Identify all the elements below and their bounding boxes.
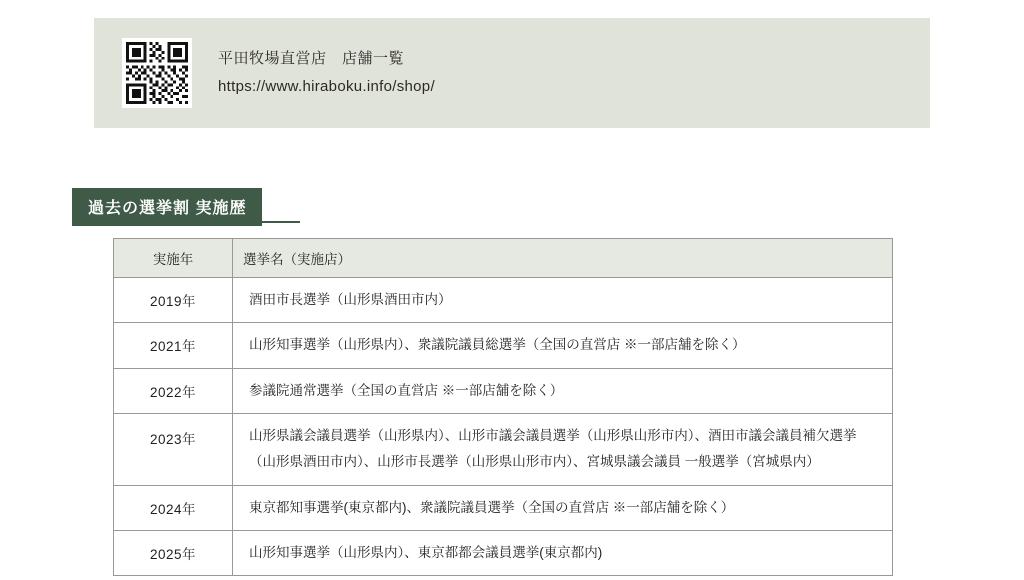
qr-banner-text	[218, 45, 435, 101]
cell-year: 2021年	[114, 323, 233, 368]
table-row	[114, 323, 893, 368]
shop-list-title: 平田牧場直営店 店舗一覧	[218, 50, 405, 68]
elections-table-wrap	[113, 238, 893, 576]
table-row	[114, 413, 893, 485]
cell-election-name: 参議院通常選挙（全国の直営店 ※一部店舗を除く）	[233, 368, 893, 413]
table-row	[114, 485, 893, 530]
table-header-row	[114, 239, 893, 278]
cell-election-name: 山形知事選挙（山形県内）、東京都都会議員選挙(東京都内)	[233, 530, 893, 575]
cell-election-name: 山形知事選挙（山形県内）、衆議院議員総選挙（全国の直営店 ※一部店舗を除く）	[233, 323, 893, 368]
cell-election-name: 酒田市長選挙（山形県酒田市内）	[233, 278, 893, 323]
cell-election-name: 東京都知事選挙(東京都内)、衆議院議員選挙（全国の直営店 ※一部店舗を除く）	[233, 485, 893, 530]
qr-banner	[94, 18, 930, 128]
section-heading-underline	[72, 221, 300, 223]
cell-year: 2024年	[114, 485, 233, 530]
section-heading: 過去の選挙割 実施歴	[72, 188, 262, 226]
header-year: 実施年	[114, 239, 233, 278]
cell-year: 2019年	[114, 278, 233, 323]
cell-election-name: 山形県議会議員選挙（山形県内）、山形市議会議員選挙（山形県山形市内）、酒田市議会議員補欠選挙（山形県酒田市内）、山形市長選挙（山形県山形市内）、宮城県議会議員 一般選挙（宮城県内）	[233, 413, 893, 485]
cell-year: 2023年	[114, 413, 233, 485]
header-election-name: 選挙名（実施店）	[233, 239, 893, 278]
qr-code-icon	[122, 38, 192, 108]
shop-list-url[interactable]: https://www.hiraboku.info/shop/	[218, 78, 435, 95]
table-row	[114, 530, 893, 575]
cell-year: 2022年	[114, 368, 233, 413]
elections-table	[113, 238, 893, 576]
table-row	[114, 278, 893, 323]
table-row	[114, 368, 893, 413]
cell-year: 2025年	[114, 530, 233, 575]
